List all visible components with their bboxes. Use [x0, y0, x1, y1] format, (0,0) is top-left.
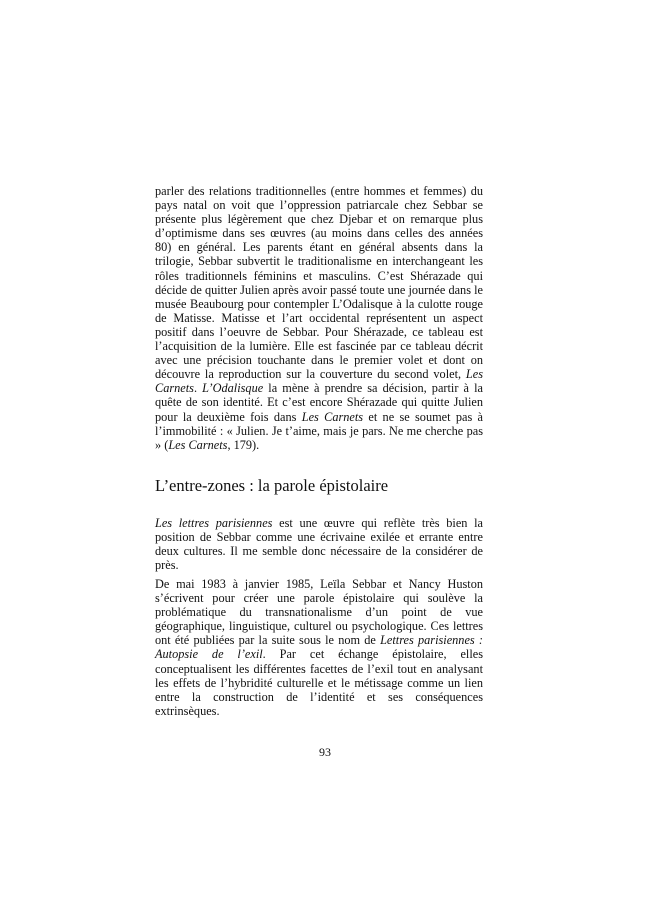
text-run: et ne se soumet pas à l’immobilité : « Julien. Je t’aime, mais je pars. Ne me cherche pas » (	[155, 409, 484, 452]
text-run: est une œuvre qui reflète très bien la position de Sebbar comme une écrivaine exilée et errante entre deux cultures. Il me semble donc nécessaire de la considérer de près.	[155, 516, 483, 573]
body-paragraph	[155, 184, 483, 452]
page-number: 93	[319, 745, 331, 759]
body-paragraph	[155, 577, 483, 718]
section-heading: L’entre-zones : la parole épistolaire	[155, 476, 389, 495]
text-run: .	[193, 381, 203, 396]
italic-title: Les Carnets	[168, 437, 228, 452]
italic-title: L’Odalisque	[202, 381, 264, 396]
italic-title: Les lettres parisiennes	[155, 516, 273, 530]
body-paragraph	[155, 516, 483, 572]
text-run: , 179).	[227, 437, 260, 452]
italic-title: Les Carnets	[155, 367, 483, 396]
italic-title: Lettres parisiennes : Autopsie de l’exil	[155, 633, 483, 662]
italic-title: Les Carnets	[301, 409, 364, 424]
text-run: . Par cet échange épistolaire, elles conceptualisent les différentes facettes de l’exil tout en analysant les effets de l’hybridité culturelle et le métissage comme un lien entre la construction de l’identité et ses conséquences extrinsèques.	[155, 647, 483, 718]
text-run: la mène à prendre sa décision, partir à la quête de son identité. Et c’est encore Shérazade qui quitte Julien pour la deuxième fois dans	[155, 381, 483, 424]
text-run: parler des relations traditionnelles (entre hommes et femmes) du pays natal on voit que l’oppression patriarcale chez Sebbar se présente plus légèrement que chez Djebar et on remarque plus d’optimisme dans ses œuvres (au moins dans celles des années 80) en général. Les parents étant en général absents dans la trilogie, Sebbar subvertit le traditionalisme en interchangeant les rôles traditionnels féminins et masculins. C’est Shérazade qui décide de quitter Julien après avoir passé toute une journée dans le musée Beaubourg pour contempler L’Odalisque à la culotte rouge de Matisse. Matisse et l’art occidental représentent un aspect positif dans l’oeuvre de Sebbar. Pour Shérazade, ce tableau est l’acquisition de la lumière. Elle est fascinée par ce tableau décrit avec une précision touchante dans le premier volet et dont on découvre la reproduction sur la couverture du second volet,	[155, 184, 483, 382]
text-run: De mai 1983 à janvier 1985, Leïla Sebbar et Nancy Huston s’écrivent pour créer une parole épistolaire qui soulève la problématique du transnationalisme d’un point de vue géographique, linguistique, culturel ou psychologique. Ces lettres ont été publiées par la suite sous le nom de	[155, 577, 483, 648]
